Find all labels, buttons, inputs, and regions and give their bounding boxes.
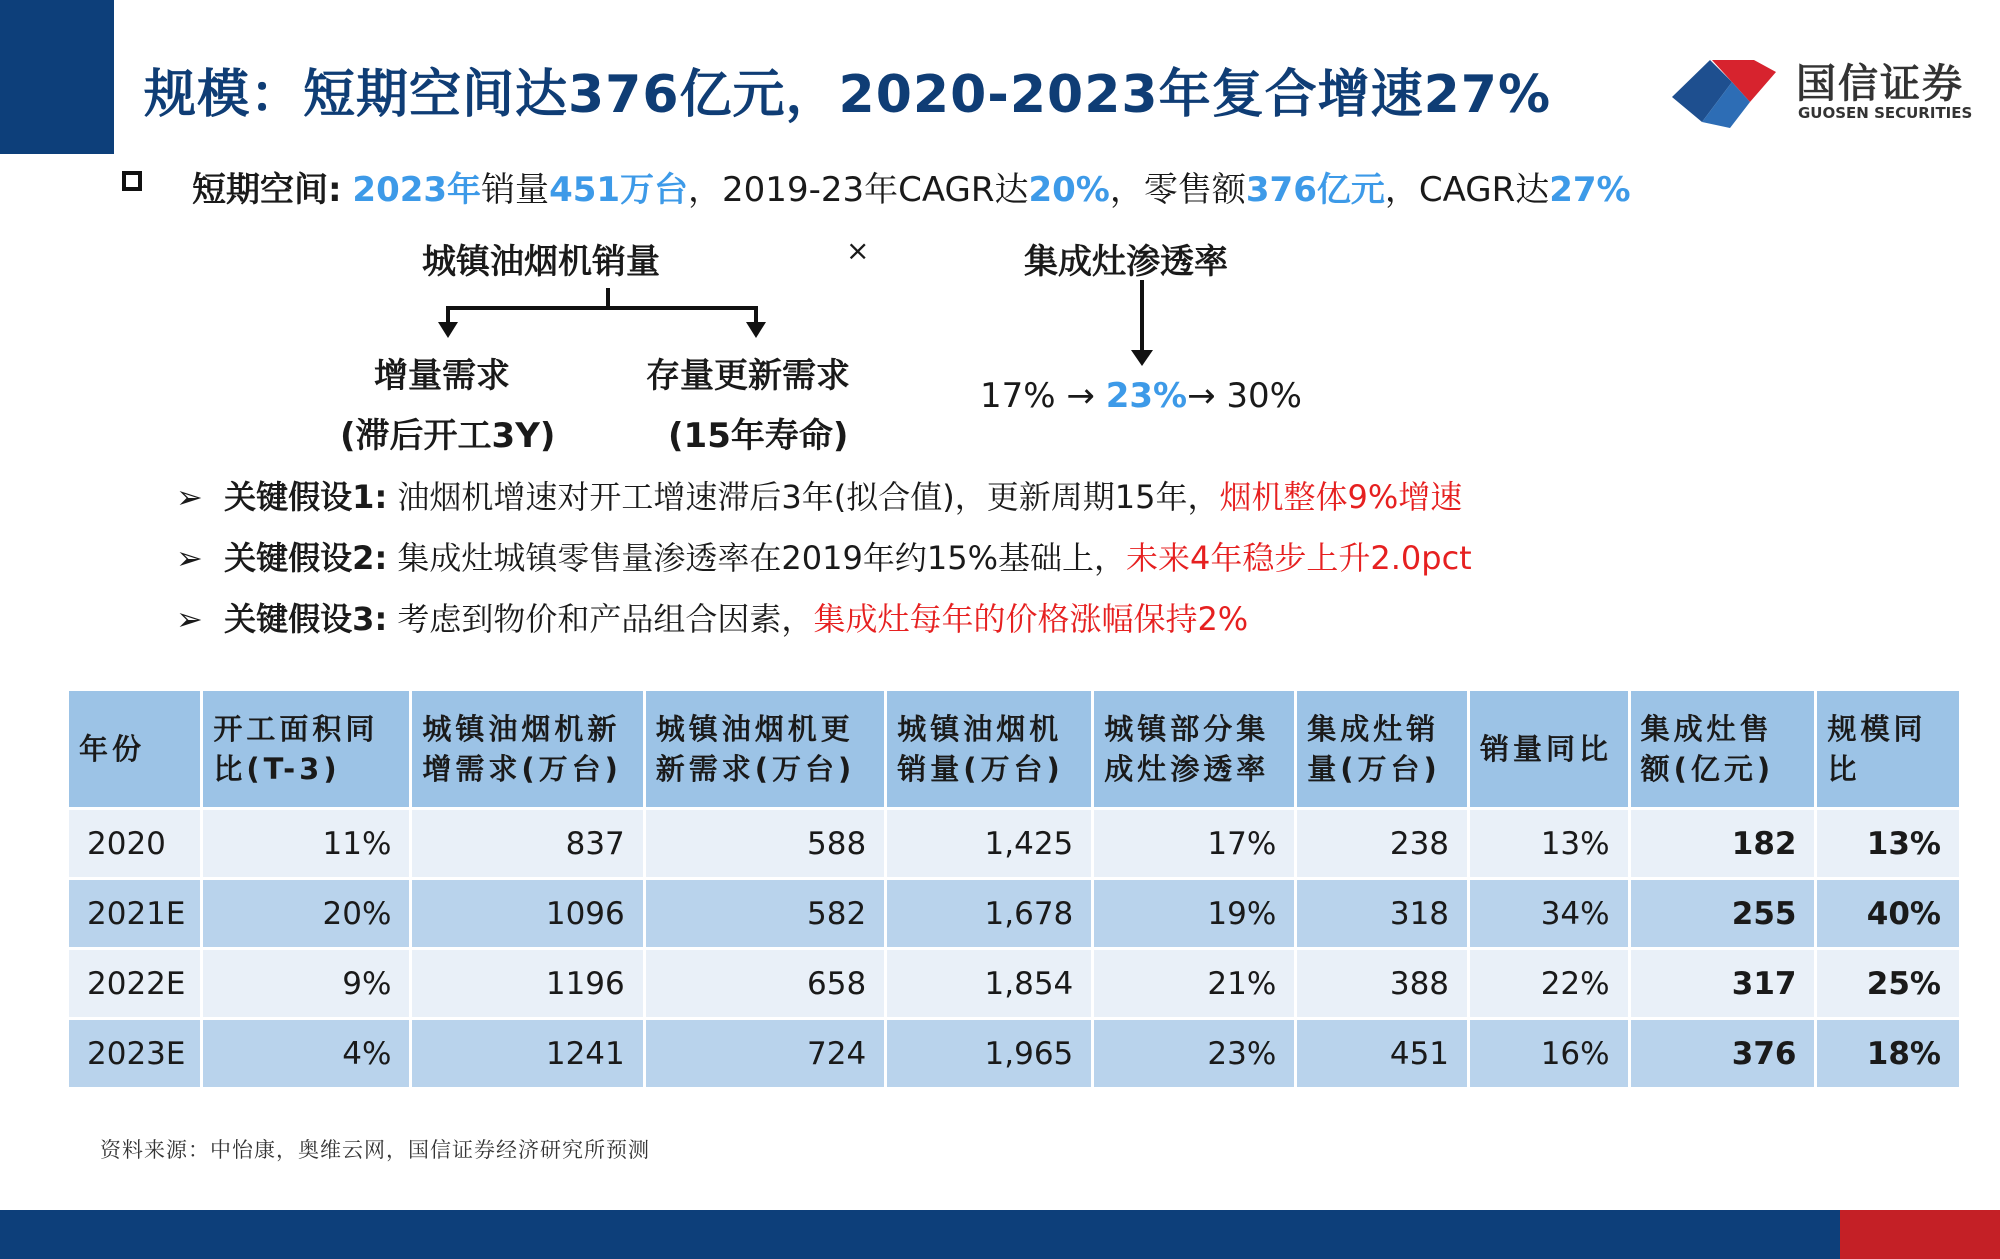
table-row xyxy=(69,880,1959,947)
diagram-incremental-note: (滞后开工3Y) xyxy=(340,416,556,456)
summary-text: ，2019-23年CAGR达 xyxy=(688,170,1029,210)
table-cell: 318 xyxy=(1297,880,1467,947)
arrow-bullet-icon: ➢ xyxy=(176,478,203,516)
diagram-hood-sales: 城镇油烟机销量 xyxy=(422,242,660,282)
table-cell: 11% xyxy=(203,810,409,877)
assumption-item xyxy=(176,594,1248,640)
table-cell: 1,965 xyxy=(887,1020,1091,1087)
arrow-bullet-icon: ➢ xyxy=(176,539,203,577)
col-header-stove-volume: 集成灶销量(万台) xyxy=(1297,691,1467,807)
col-header-replacement-demand: 城镇油烟机更新需求(万台) xyxy=(646,691,884,807)
diagram-penetration: 集成灶渗透率 xyxy=(1024,242,1228,282)
penetration-rates xyxy=(980,376,1302,416)
summary-label: 短期空间: xyxy=(192,170,342,210)
diagram-replacement-demand: 存量更新需求 xyxy=(646,356,850,396)
footer-bar xyxy=(0,1210,2000,1259)
summary-cagr-retail: 27% xyxy=(1549,170,1631,210)
assumption-item xyxy=(176,533,1472,579)
col-header-construction: 开工面积同比(T-3) xyxy=(203,691,409,807)
table-cell: 2021E xyxy=(69,880,200,947)
table-cell: 588 xyxy=(646,810,884,877)
table-cell: 2022E xyxy=(69,950,200,1017)
table-cell: 40% xyxy=(1817,880,1959,947)
assumption-label: 关键假设1: xyxy=(224,478,388,516)
table-cell: 18% xyxy=(1817,1020,1959,1087)
summary-year: 2023年 xyxy=(352,170,482,210)
table-cell: 376 xyxy=(1631,1020,1815,1087)
table-cell: 17% xyxy=(1094,810,1294,877)
assumption-highlight: 未来4年稳步上升2.0pct xyxy=(1126,539,1472,577)
summary-retail: 376亿元 xyxy=(1245,170,1385,210)
arrow-right-icon: → xyxy=(1187,376,1216,416)
table-cell: 1096 xyxy=(412,880,642,947)
assumption-label: 关键假设2: xyxy=(224,539,388,577)
summary-text: ，CAGR达 xyxy=(1384,170,1550,210)
table-cell: 25% xyxy=(1817,950,1959,1017)
table-cell: 22% xyxy=(1470,950,1628,1017)
table-cell: 20% xyxy=(203,880,409,947)
table-cell: 13% xyxy=(1817,810,1959,877)
diagram-incremental-demand: 增量需求 xyxy=(374,356,510,396)
table-cell: 238 xyxy=(1297,810,1467,877)
forecast-table xyxy=(66,688,1962,1090)
arrow-bullet-icon: ➢ xyxy=(176,600,203,638)
assumption-highlight: 集成灶每年的价格涨幅保持2% xyxy=(813,600,1249,638)
summary-text: 销量 xyxy=(481,170,550,210)
table-cell: 34% xyxy=(1470,880,1628,947)
diagram-arrows xyxy=(0,0,2000,420)
table-cell: 658 xyxy=(646,950,884,1017)
table-cell: 2020 xyxy=(69,810,200,877)
table-row xyxy=(69,1020,1959,1087)
assumption-item xyxy=(176,472,1462,518)
rate-value: 17% xyxy=(980,376,1056,416)
col-header-year: 年份 xyxy=(69,691,200,807)
assumption-text: 集成灶城镇零售量渗透率在2019年约15%基础上， xyxy=(397,539,1126,577)
table-cell: 317 xyxy=(1631,950,1815,1017)
table-cell: 4% xyxy=(203,1020,409,1087)
table-cell: 13% xyxy=(1470,810,1628,877)
table-cell: 451 xyxy=(1297,1020,1467,1087)
page-title: 规模：短期空间达376亿元，2020-2023年复合增速27% xyxy=(144,65,1552,125)
summary-text: ，零售额 xyxy=(1109,170,1246,210)
table-header-row xyxy=(69,691,1959,807)
table-cell: 582 xyxy=(646,880,884,947)
table-cell: 23% xyxy=(1094,1020,1294,1087)
table-cell: 388 xyxy=(1297,950,1467,1017)
multiply-icon: × xyxy=(846,234,870,267)
table-cell: 1,425 xyxy=(887,810,1091,877)
rate-value: 30% xyxy=(1226,376,1302,416)
table-cell: 1241 xyxy=(412,1020,642,1087)
rate-value-highlight: 23% xyxy=(1105,376,1188,416)
assumption-text: 油烟机增速对开工增速滞后3年(拟合值)，更新周期15年， xyxy=(397,478,1220,516)
assumption-label: 关键假设3: xyxy=(224,600,388,638)
table-cell: 9% xyxy=(203,950,409,1017)
col-header-scale-yoy: 规模同比 xyxy=(1817,691,1959,807)
col-header-penetration: 城镇部分集成灶渗透率 xyxy=(1094,691,1294,807)
diagram-replacement-note: (15年寿命) xyxy=(668,416,849,456)
table-row xyxy=(69,810,1959,877)
table-cell: 1,854 xyxy=(887,950,1091,1017)
table-cell: 724 xyxy=(646,1020,884,1087)
table-cell: 182 xyxy=(1631,810,1815,877)
table-cell: 2023E xyxy=(69,1020,200,1087)
table-cell: 1196 xyxy=(412,950,642,1017)
footer-accent xyxy=(1840,1210,2000,1259)
arrow-right-icon: → xyxy=(1066,376,1095,416)
table-cell: 1,678 xyxy=(887,880,1091,947)
summary-volume: 451万台 xyxy=(549,170,689,210)
logo-text-cn: 国信证券 xyxy=(1796,61,1964,107)
table-cell: 837 xyxy=(412,810,642,877)
table-row xyxy=(69,950,1959,1017)
logo-text-en: GUOSEN SECURITIES xyxy=(1798,104,1973,122)
source-note: 资料来源：中怡康，奥维云网，国信证券经济研究所预测 xyxy=(100,1138,650,1162)
assumption-highlight: 烟机整体9%增速 xyxy=(1219,478,1463,516)
col-header-hood-sales: 城镇油烟机销量(万台) xyxy=(887,691,1091,807)
col-header-new-demand: 城镇油烟机新增需求(万台) xyxy=(412,691,642,807)
table-cell: 19% xyxy=(1094,880,1294,947)
col-header-volume-yoy: 销量同比 xyxy=(1470,691,1628,807)
table-cell: 21% xyxy=(1094,950,1294,1017)
table-cell: 16% xyxy=(1470,1020,1628,1087)
table-cell: 255 xyxy=(1631,880,1815,947)
assumption-text: 考虑到物价和产品组合因素， xyxy=(397,600,814,638)
col-header-stove-revenue: 集成灶售额(亿元) xyxy=(1631,691,1815,807)
summary-cagr-volume: 20% xyxy=(1028,170,1110,210)
